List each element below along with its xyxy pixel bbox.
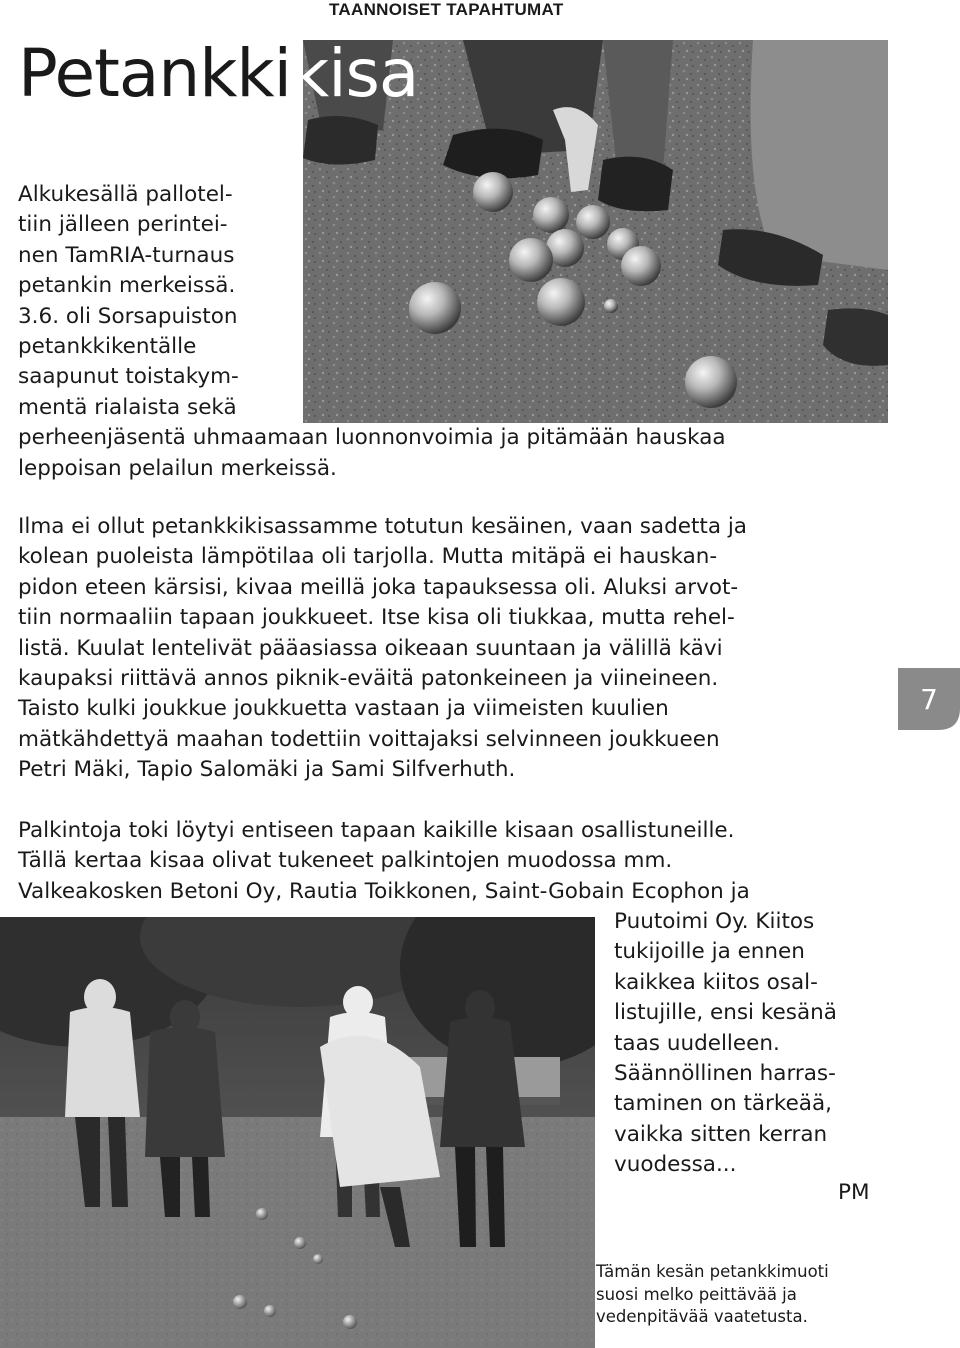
section-label: TAANNOISET TAPAHTUMAT xyxy=(329,0,564,19)
text-line: 3.6. oli Sorsapuiston xyxy=(18,303,238,329)
text-line: tiin normaaliin tapaan joukkueet. Itse kisa oli tiukkaa, mutta rehel- xyxy=(18,605,735,631)
text-line: listujille, ensi kesänä xyxy=(614,1000,837,1026)
caption-line: vedenpitävää vaatetusta. xyxy=(596,1307,808,1326)
caption-line: suosi melko peittävää ja xyxy=(596,1284,797,1304)
text-line: Palkintoja toki löytyi entiseen tapaan kaikille kisaan osallistuneille. xyxy=(18,818,735,843)
intro-paragraph xyxy=(18,180,726,484)
text-line: Petri Mäki, Tapio Salomäki ja Sami Silfverhuth. xyxy=(18,757,516,783)
text-line: kaikkea kiitos osal- xyxy=(614,969,818,995)
photo-players-in-rain-gear xyxy=(0,917,595,1348)
text-line: taas uudelleen. xyxy=(614,1030,780,1056)
title-part: Petankki xyxy=(18,35,291,112)
author-signature: PM xyxy=(838,1180,870,1205)
page-title xyxy=(18,24,418,124)
text-line: Ilma ei ollut petankkikisassamme totutun kesäinen, vaan sadetta ja xyxy=(18,514,747,539)
text-line: vuodessa... xyxy=(614,1152,737,1178)
prizes-paragraph-continued xyxy=(614,907,837,1181)
text-line: Tällä kertaa kisaa olivat tukeneet palkintojen muodossa mm. xyxy=(18,848,673,874)
text-line: petankkikentälle xyxy=(18,334,197,360)
text-line: vaikka sitten kerran xyxy=(614,1121,828,1147)
page-number: 7 xyxy=(920,682,938,716)
text-line: mentä rialaista sekä xyxy=(18,394,237,420)
text-line: nen TamRIA-turnaus xyxy=(18,242,235,268)
title-part-on-photo: kisa xyxy=(290,35,419,112)
text-line: leppoisan pelailun merkeissä. xyxy=(18,455,337,481)
text-line: saapunut toistakym- xyxy=(18,364,239,390)
tournament-paragraph xyxy=(18,512,747,786)
caption-line: Tämän kesän petankkimuoti xyxy=(596,1262,829,1281)
text-line: listä. Kuulat lentelivät pääasiassa oikeaan suuntaan ja välillä kävi xyxy=(18,635,723,661)
text-line: kaupaksi riittävä annos piknik-eväitä patonkeineen ja viineineen. xyxy=(18,666,719,692)
text-line: pidon eteen kärsisi, kivaa meillä joka tapauksessa oli. Aluksi arvot- xyxy=(18,574,739,600)
photo-caption xyxy=(596,1261,829,1329)
prizes-paragraph xyxy=(18,816,750,907)
text-line: Säännöllinen harras- xyxy=(614,1061,836,1087)
text-line: petankin merkeissä. xyxy=(18,273,236,299)
text-line: tukijoille ja ennen xyxy=(614,939,805,965)
text-line: tiin jälleen perintei- xyxy=(18,212,228,238)
text-line: Taisto kulki joukkue joukkuetta vastaan ja viimeisten kuulien xyxy=(18,696,669,722)
text-line: taminen on tärkeää, xyxy=(614,1091,832,1117)
page-number-badge xyxy=(898,668,960,730)
text-line: perheenjäsentä uhmaamaan luonnonvoimia ja pitämään hauskaa xyxy=(18,425,726,451)
text-line: kolean puoleista lämpötilaa oli tarjolla. Mutta mitäpä ei hauskan- xyxy=(18,544,718,570)
text-line: Alkukesällä pallotel- xyxy=(18,182,233,207)
text-line: Puutoimi Oy. Kiitos xyxy=(614,909,815,934)
text-line: mätkähdettyä maahan todettiin voittajaksi selvinneen joukkueen xyxy=(18,726,720,752)
text-line: Valkeakosken Betoni Oy, Rautia Toikkonen, Saint-Gobain Ecophon ja xyxy=(18,878,750,904)
